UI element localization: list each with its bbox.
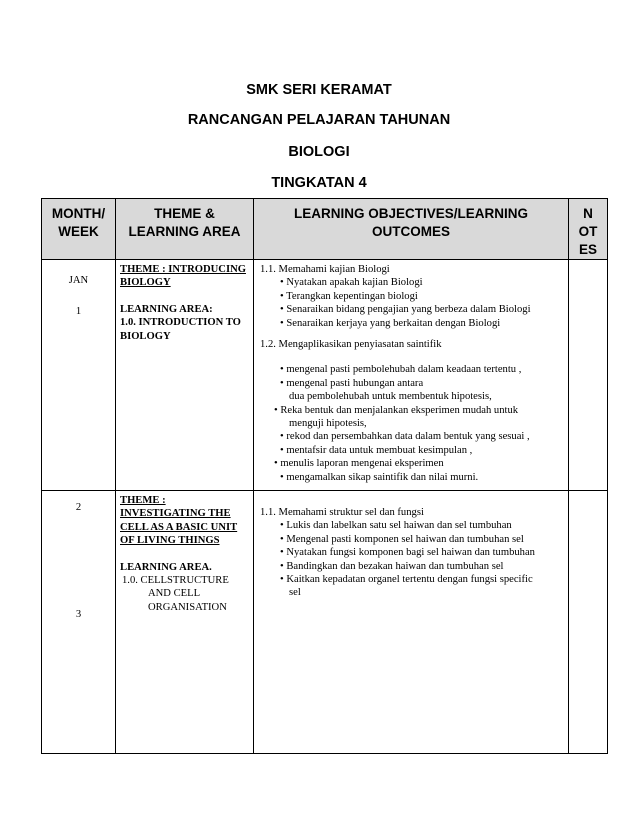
notes-cell — [569, 260, 608, 491]
header-week-line: WEEK — [58, 224, 99, 239]
list-item: • Nyatakan apakah kajian Biologi — [280, 277, 423, 289]
table-header-row — [42, 199, 608, 260]
theme-title: CELL AS A BASIC UNIT — [120, 521, 238, 533]
theme-title: THEME : INTRODUCING — [120, 264, 246, 275]
week-label: 1 — [75, 306, 82, 318]
objective-title: 1.1. Memahami struktur sel dan fungsi — [260, 507, 424, 518]
list-item: • mengenal pasti hubungan antara — [280, 377, 424, 389]
list-item: • Reka bentuk dan menjalankan eksperimen mudah untuk — [274, 404, 519, 416]
list-item: • Terangkan kepentingan biologi — [280, 290, 418, 302]
list-item: sel — [289, 587, 301, 599]
objective-title: 1.2. Mengaplikasikan penyiasatan saintifik — [260, 339, 442, 351]
list-item: • rekod dan persembahkan data dalam bentuk yang sesuai , — [280, 431, 530, 443]
table-row — [42, 491, 608, 754]
learning-area: BIOLOGY — [120, 330, 171, 342]
month-label: JAN — [68, 275, 89, 286]
learning-area-label: LEARNING AREA. — [120, 561, 212, 573]
document-title: RANCANGAN PELAJARAN TAHUNAN — [187, 112, 451, 128]
header-notes-line-3: ES — [578, 242, 597, 257]
theme-cell — [116, 260, 254, 491]
list-item: dua pembolehubah untuk membentuk hipotesis, — [289, 391, 492, 403]
table-row — [42, 260, 608, 491]
list-item: • mengamalkan sikap saintifik dan nilai murni. — [280, 471, 479, 483]
school-name: SMK SERI KERAMAT — [246, 82, 392, 98]
objectives-cell — [254, 260, 569, 491]
learning-area: ORGANISATION — [148, 601, 227, 613]
header-theme-line: THEME & — [154, 206, 215, 221]
month-week-cell — [42, 491, 116, 754]
list-item: • mentafsir data untuk membuat kesimpulan , — [280, 444, 473, 456]
month-week-cell — [42, 260, 116, 491]
theme-title: THEME : — [120, 495, 166, 506]
list-item: • menulis laporan mengenai eksperimen — [274, 458, 444, 470]
learning-area: 1.0. INTRODUCTION TO — [120, 317, 241, 329]
header-notes — [569, 199, 608, 260]
header-theme — [116, 199, 254, 260]
list-item: • Mengenal pasti komponen sel haiwan dan tumbuhan sel — [280, 533, 524, 545]
list-item: • Nyatakan fungsi komponen bagi sel haiwan dan tumbuhan — [280, 547, 535, 559]
header-notes-line-2: OT — [578, 224, 598, 239]
header-outcomes-line: OUTCOMES — [371, 224, 450, 239]
form-title: TINGKATAN 4 — [271, 175, 367, 191]
week-label: 3 — [75, 609, 82, 621]
header-objectives — [254, 199, 569, 260]
header-month-week — [42, 199, 116, 260]
notes-cell — [569, 491, 608, 754]
subject-title: BIOLOGI — [288, 144, 350, 160]
objectives-cell — [254, 491, 569, 754]
learning-area: 1.0. CELLSTRUCTURE — [122, 575, 229, 587]
lesson-plan-table — [41, 198, 608, 754]
header-notes-line-1: N — [583, 206, 593, 221]
theme-cell — [116, 491, 254, 754]
theme-title: BIOLOGY — [120, 277, 171, 289]
list-item: menguji hipotesis, — [289, 418, 367, 430]
objective-title: 1.1. Memahami kajian Biologi — [260, 264, 390, 275]
list-item: • Bandingkan dan bezakan haiwan dan tumbuhan sel — [280, 560, 504, 572]
week-label: 2 — [75, 502, 82, 513]
list-item: • Lukis dan labelkan satu sel haiwan dan sel tumbuhan — [280, 520, 512, 532]
list-item: • Kaitkan kepadatan organel tertentu dengan fungsi specific — [280, 574, 533, 586]
header-objectives-line: LEARNING OBJECTIVES/LEARNING — [293, 206, 529, 221]
theme-title: INVESTIGATING THE — [120, 508, 231, 520]
list-item: • Senaraikan bidang pengajian yang berbeza dalam Biologi — [280, 304, 531, 316]
theme-title: OF LIVING THINGS — [120, 535, 220, 547]
learning-area-label: LEARNING AREA: — [120, 303, 213, 315]
header-month-line: MONTH/ — [51, 206, 106, 221]
list-item: • mengenal pasti pembolehubah dalam keadaan tertentu , — [280, 364, 522, 376]
header-area-line: LEARNING AREA — [128, 224, 241, 239]
learning-area: AND CELL — [148, 588, 201, 600]
list-item: • Senaraikan kerjaya yang berkaitan dengan Biologi — [280, 317, 501, 329]
